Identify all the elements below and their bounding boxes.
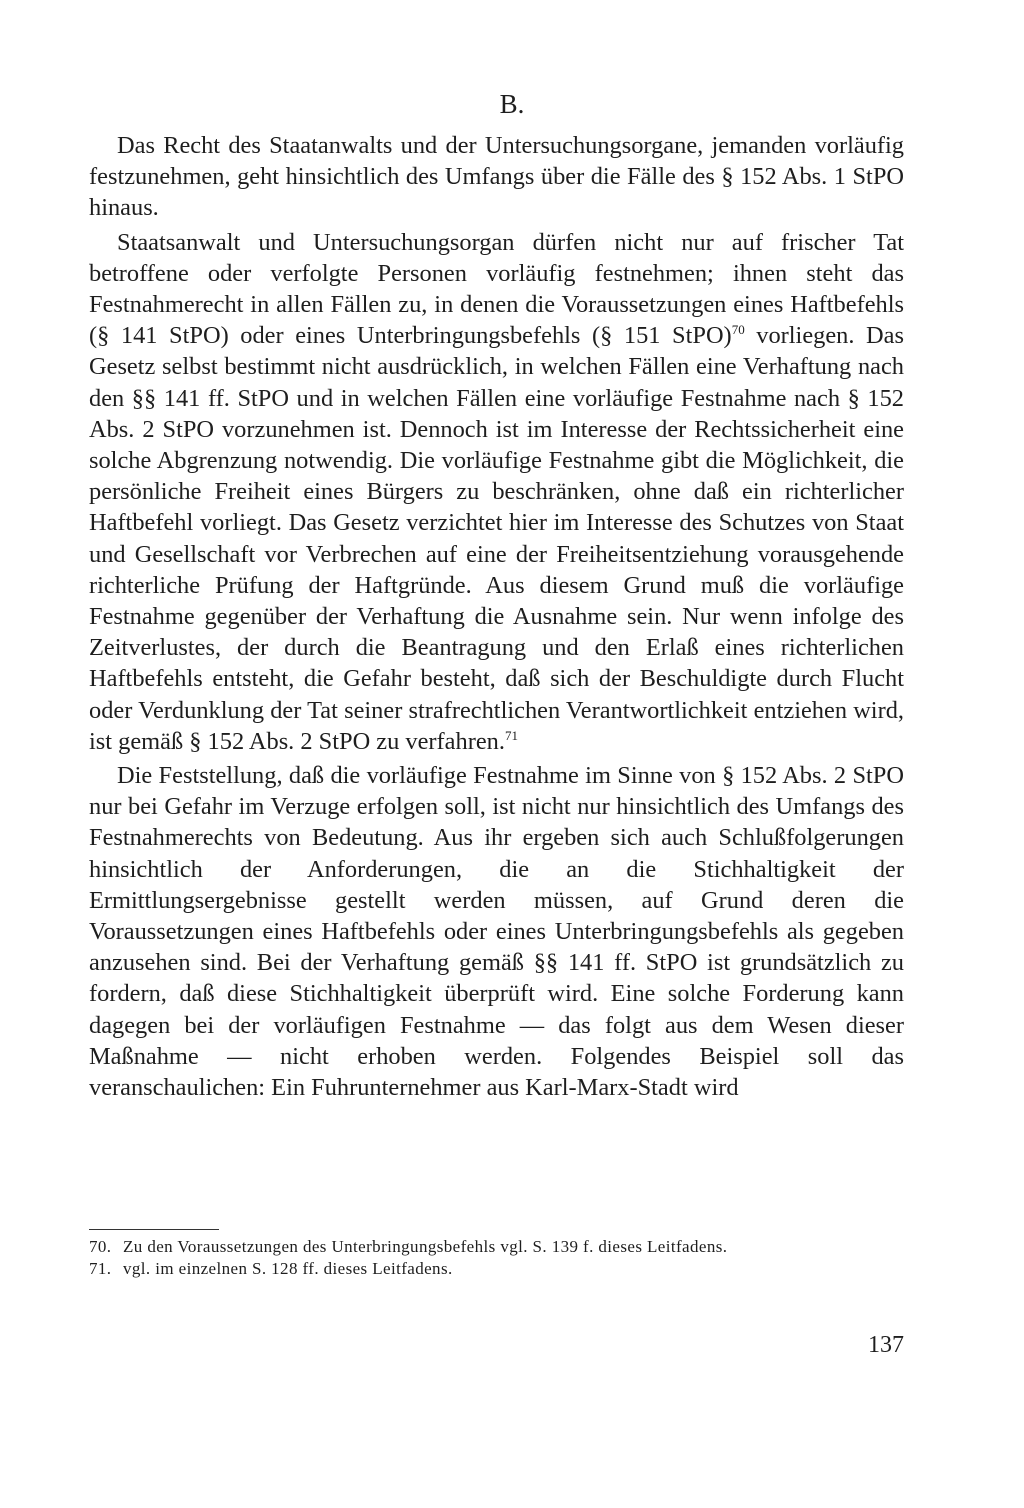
paragraph-2-text-b: vorliegen. Das Gesetz selbst bestimmt nicht ausdrücklich, in welchen Fällen eine Verhaftung nach den §§ 141 ff. StPO und in welchen Fällen eine vorläufige Festnahme nach § 152 Abs. 2 StPO vorzunehmen ist. Dennoch ist im Interesse der Rechtssicherheit eine solche Abgrenzung notwendig. Die vorläufige Festnahme gibt die Möglichkeit, die persönliche Freiheit eines Bürgers zu beschränken, ohne daß ein richterlicher Haftbefehl vorliegt. Das Gesetz verzichtet hier im Interesse des Schutzes von Staat und Gesellschaft vor Verbrechen auf eine der Freiheitsentziehung vorausgehende richterliche Prüfung der Haftgründe. Aus diesem Grund muß die vorläufige Festnahme gegenüber der Verhaftung die Ausnahme sein. Nur wenn infolge des Zeitverlustes, der durch die Beantragung und den Erlaß eines richterlichen Haftbefehls entsteht, die Gefahr besteht, daß sich der Beschuldigte durch Flucht oder Verdunklung der Tat seiner strafrechtlichen Verantwortlichkeit entziehen wird, ist gemäß § 152 Abs. 2 StPO zu verfahren. (89, 322, 904, 755)
section-heading: B. (499, 89, 525, 119)
footnote-ref-71: 71 (504, 727, 518, 743)
paragraph-2 (89, 227, 904, 757)
paragraph-3-text: Die Feststellung, daß die vorläufige Festnahme im Sinne von § 152 Abs. 2 StPO nur bei Gefahr im Verzuge erfolgen soll, ist nicht nur hinsichtlich des Umfangs des Festnahmerechts von Bedeutung. Aus ihr ergeben sich auch Schlußfolgerungen hinsichtlich der Anforderungen, die an die Stichhaltigkeit der Ermittlungsergebnisse gestellt werden müssen, auf Grund deren die Voraussetzungen eines Haftbefehls oder eines Unterbringungsbefehls als gegeben anzusehen sind. Bei der Verhaftung gemäß §§ 141 ff. StPO ist grundsätzlich zu fordern, daß diese Stichhaltigkeit überprüft wird. Eine solche Forderung kann dagegen bei der vorläufigen Festnahme — das folgt aus dem Wesen dieser Maßnahme — nicht erhoben werden. Folgendes Beispiel soll das veranschaulichen: Ein Fuhrunternehmer aus Karl-Marx-Stadt wird (89, 762, 904, 1102)
paragraph-3 (89, 760, 904, 1103)
footnote-divider (89, 1229, 219, 1230)
paragraph-2-text-a: Staatsanwalt und Untersuchungsorgan dürfen nicht nur auf frischer Tat betroffene oder verfolgte Personen vorläufig festnehmen; ihnen steht das Festnahmerecht in allen Fällen zu, in denen die Voraussetzungen eines Haftbefehls (§ 141 StPO) oder eines Unterbringungsbefehls (§ 151 StPO) (89, 228, 904, 350)
footnote-number: 71. (89, 1258, 112, 1278)
footnote-number: 70. (89, 1237, 112, 1256)
page-number: 137 (868, 1332, 904, 1358)
footnote-70 (89, 1236, 904, 1258)
footnotes (89, 1236, 904, 1279)
footnote-ref-70: 70 (731, 322, 745, 338)
footnote-71 (89, 1258, 904, 1280)
footnote-text: Zu den Voraussetzungen des Unterbringungsbefehls vgl. S. 139 f. dieses Leitfadens. (123, 1237, 728, 1256)
paragraph-1-text: Das Recht des Staatanwalts und der Untersuchungsorgane, jemanden vorläufig festzunehmen, geht hinsichtlich des Umfangs über die Fälle des § 152 Abs. 1 StPO hinaus. (89, 132, 904, 222)
footnote-text: vgl. im einzelnen S. 128 ff. dieses Leitfadens. (123, 1258, 453, 1278)
paragraph-1 (89, 130, 904, 224)
body-text (89, 130, 904, 1103)
